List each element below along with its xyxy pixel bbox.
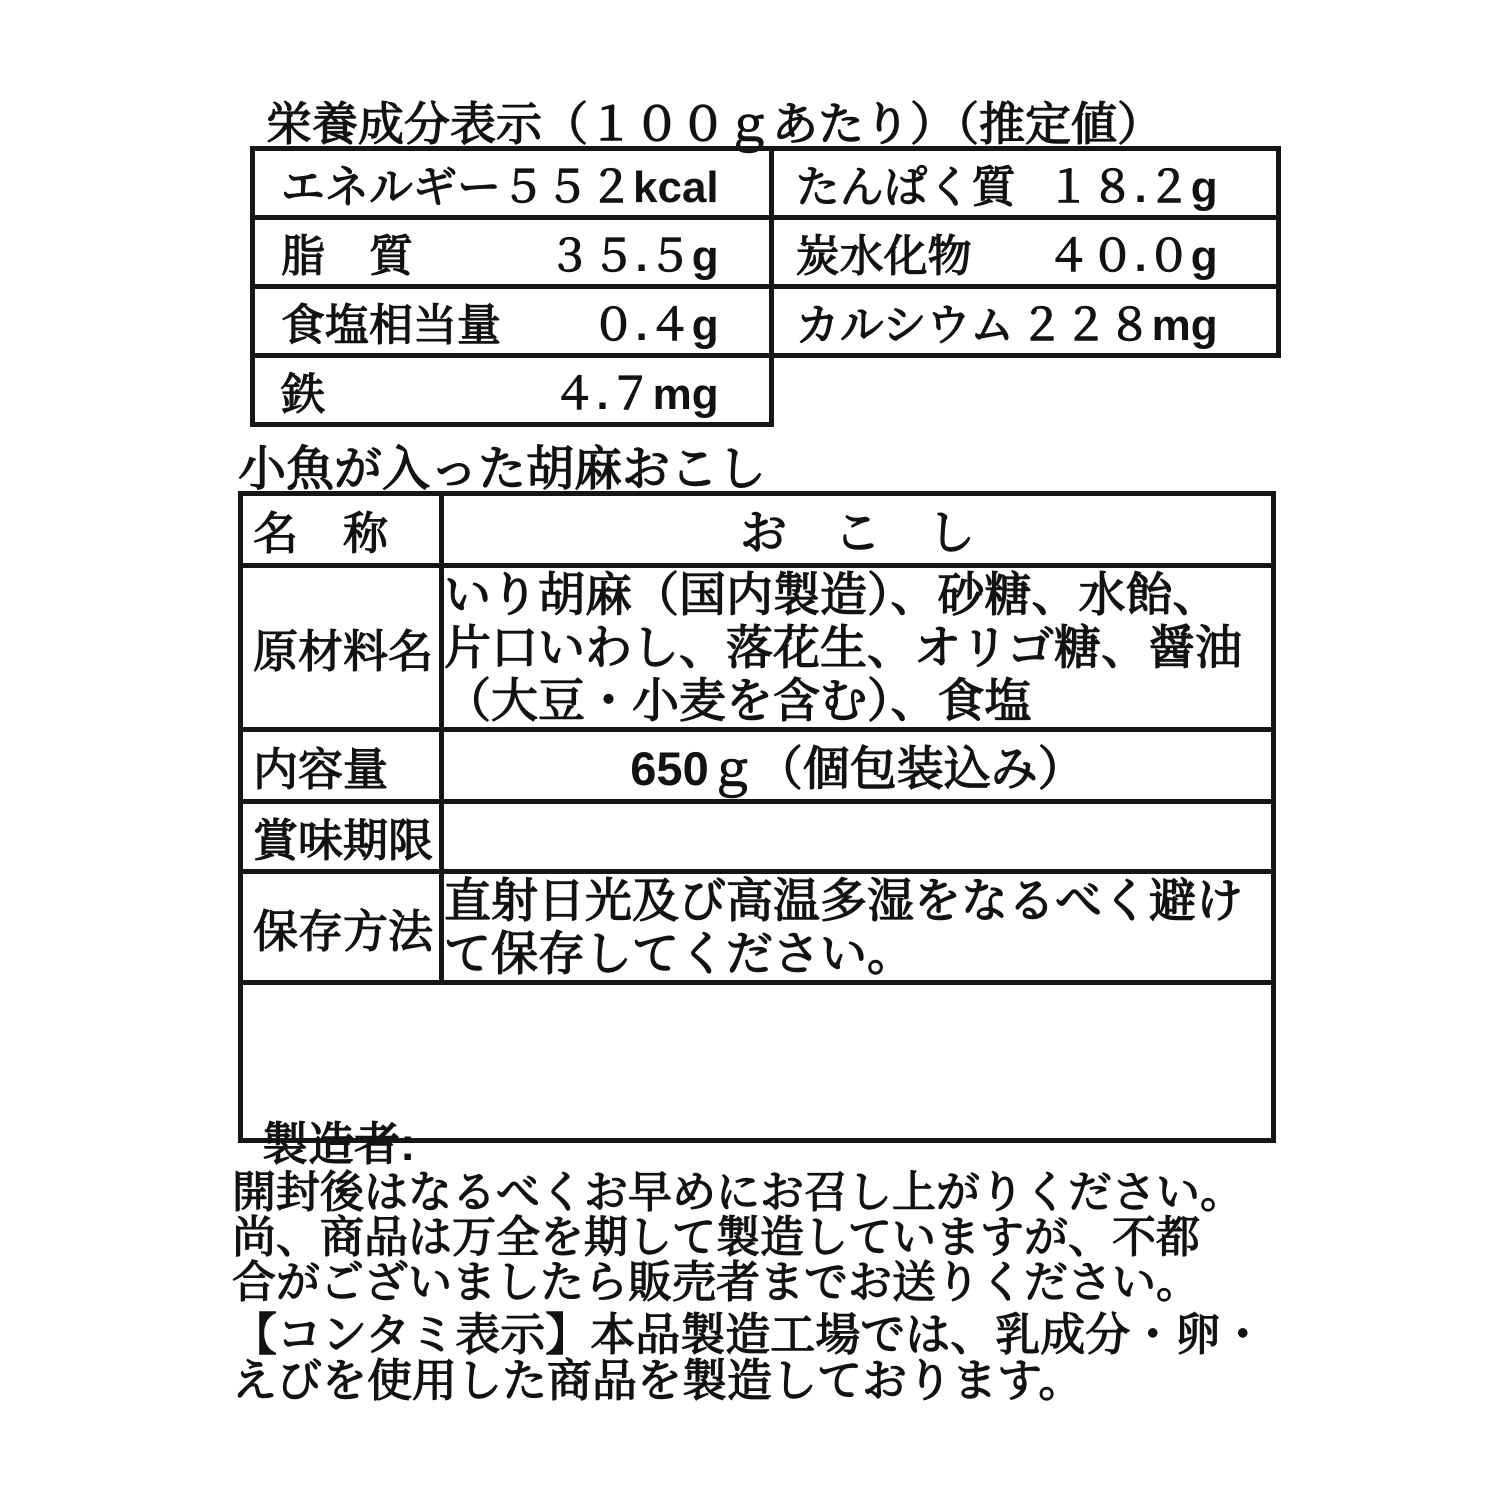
nutrition-row-iron: [253, 356, 1279, 425]
contamination-notice-line-1: 【コンタミ表示】本品製造工場では、乳成分・卵・: [232, 1309, 1266, 1360]
nutrition-label-protein: たんぱく質: [795, 163, 1016, 212]
ingredients-line-3: （大豆・小麦を含む）、食塩: [444, 674, 1032, 727]
product-table: [238, 491, 1276, 1143]
nutrition-row-energy-protein: [253, 149, 1279, 218]
nutrition-cell-salt: [253, 287, 772, 356]
nutrition-label-calcium: カルシウム: [795, 301, 1015, 350]
product-label-ingredients: 原材料名: [241, 566, 442, 730]
nutrition-title: 栄養成分表示（１００ｇあたり）（推定値）: [266, 98, 1163, 150]
nutrition-value-energy: ５５２kcal: [501, 163, 719, 212]
nutrition-label-iron: 鉄: [281, 370, 325, 419]
nutrition-value-iron: ４.７mg: [552, 370, 719, 419]
product-value-net-weight: 650ｇ（個包装込み）: [442, 730, 1274, 802]
nutrition-value-protein: １８.２g: [1046, 163, 1218, 212]
product-heading: 小魚が入った胡麻おこし: [238, 443, 767, 496]
handling-note-line-2: 尚、商品は万全を期して製造していますが、不都: [232, 1213, 1200, 1262]
product-label-net-weight: 内容量: [241, 730, 442, 802]
product-row-net-weight: [241, 730, 1274, 802]
nutrition-table: [250, 146, 1281, 427]
storage-line-2: て保存してください。: [444, 927, 915, 980]
manufacturer-label: 製造者:: [262, 1118, 416, 1170]
product-value-storage: [442, 872, 1274, 983]
storage-line-1: 直射日光及び高温多湿をなるべく避け: [444, 874, 1244, 927]
nutrition-label-carb: 炭水化物: [795, 232, 972, 281]
product-label-storage: 保存方法: [241, 872, 442, 983]
nutrition-cell-empty: [771, 356, 1278, 425]
nutrition-cell-protein: [771, 149, 1278, 218]
nutrition-value-salt: ０.４g: [591, 301, 719, 350]
handling-note: [232, 1170, 1244, 1305]
nutrition-label-energy: エネルギー: [281, 163, 501, 212]
nutrition-cell-fat: [253, 218, 772, 287]
product-value-name: お こ し: [442, 494, 1274, 566]
nutrition-value-carb: ４０.０g: [1046, 232, 1218, 281]
contamination-notice-line-2: えびを使用した商品を製造しております。: [232, 1355, 1084, 1406]
product-row-expiry: [241, 802, 1274, 872]
product-row-ingredients: [241, 566, 1274, 730]
product-value-ingredients: [442, 566, 1274, 730]
product-label-name: 名 称: [241, 494, 442, 566]
product-value-expiry: [442, 802, 1274, 872]
contamination-notice: [232, 1309, 1266, 1406]
ingredients-line-1: いり胡麻（国内製造）、砂糖、水飴、: [444, 568, 1220, 621]
nutrition-value-fat: ３５.５g: [547, 232, 719, 281]
nutrition-label-fat: 脂 質: [281, 232, 413, 281]
nutrition-row-salt-calcium: [253, 287, 1279, 356]
nutrition-cell-carb: [771, 218, 1278, 287]
handling-note-line-1: 開封後はなるべくお早めにお召し上がりください。: [232, 1168, 1244, 1217]
product-row-storage: [241, 872, 1274, 983]
nutrition-cell-energy: [253, 149, 772, 218]
nutrition-cell-iron: [253, 356, 772, 425]
product-row-name: [241, 494, 1274, 566]
nutrition-row-fat-carb: [253, 218, 1279, 287]
nutrition-value-calcium: ２２８mg: [1019, 301, 1218, 350]
nutrition-label-salt: 食塩相当量: [281, 301, 501, 350]
product-label-expiry: 賞味期限: [241, 802, 442, 872]
handling-note-line-3: 合がございましたら販売者までお送りください。: [232, 1258, 1200, 1307]
ingredients-line-2: 片口いわし、落花生、オリゴ糖、醤油: [444, 621, 1243, 674]
nutrition-cell-calcium: [771, 287, 1278, 356]
